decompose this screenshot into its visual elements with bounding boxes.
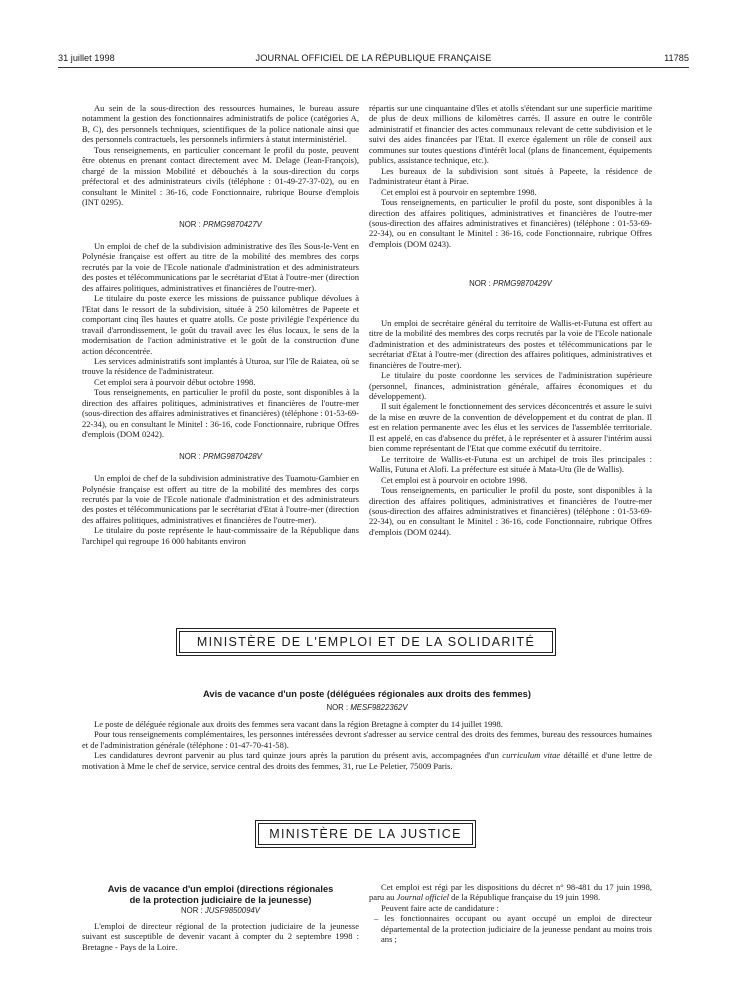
nor-code: JUSF9850094V: [204, 906, 260, 915]
paragraph: Tous renseignements, en particulier le profil du poste, sont disponibles à la direction des affaires politiques, administratives et financières de l'outre-mer (sous-direction des affaires administratives et financières) (téléphone : 01-53-69-22-34), ou en consultant le Minitel : 36-16, code Fonctionnaire, rubrique Offres d'emplois (DOM 0244).: [369, 485, 652, 537]
paragraph: Il suit également le fonctionnement des services déconcentrés et assure le suivi de la mise en œuvre de la convention de développement et du contrat de plan. Il est en relation permanente avec les élus et les services de l'assemblée territoriale. Il est appelé, en cas d'absence du préfet, à le représenter et à assurer l'intérim aussi bien comme représentant de l'Etat que comme exécutif du territoire.: [369, 401, 652, 454]
paragraph: Au sein de la sous-direction des ressources humaines, le bureau assure notamment la gestion des fonctionnaires administratifs de police (catégories A, B, C), des personnels techniques, scientifiques de la police nationale ainsi que des personnels contractuels, les personnels infirmiers à statut interministériel.: [82, 103, 359, 145]
paragraph: Un emploi de secrétaire général du territoire de Wallis-et-Futuna est offert au titre de la mobilité des membres des corps recrutés par la voie de l'Ecole nationale d'administration et des administrateurs des postes et télécommunications par le secrétariat d'Etat à l'outre-mer (direction des affaires politiques, administratives et financières de l'outre-mer).: [369, 317, 652, 370]
nor-code: PRMG9870427V: [202, 219, 262, 229]
nor-reference: NOR : JUSF9850094V: [181, 906, 260, 915]
right-column: [369, 103, 652, 537]
paragraph: Le titulaire du poste représente le haut-commissaire de la République dans l'archipel qui regroupe 16 000 habitants environ: [82, 525, 359, 546]
paragraph: Cet emploi est régi par les dispositions du décret n° 98-481 du 17 juin 1998, paru au Journal officiel de la République française du 19 juin 1998.: [369, 882, 652, 903]
paragraph: Le poste de déléguée régionale aux droits des femmes sera vacant dans la région Bretagne à compter du 14 juillet 1998.: [94, 719, 503, 729]
ministry-justice-heading: MINISTÈRE DE LA JUSTICE: [255, 820, 476, 848]
notice-body-left: [82, 921, 359, 952]
paragraph: Tous renseignements, en particulier le profil du poste, sont disponibles à la direction des affaires politiques, administratives et financières de l'outre-mer (sous-direction des affaires administratives et financières) (téléphone : 01-53-69-22-34), ou en consultant le Minitel : 36-16, code Fonctionnaire, rubrique Offres d'emplois (DOM 0242).: [82, 387, 359, 440]
header-rule: [58, 67, 689, 68]
notice-title: Avis de vacance d'un emploi (directions régionales de la protection judiciaire de la jeunesse): [107, 884, 334, 905]
paragraph: Le titulaire du poste coordonne les services de l'administration supérieure (personnel, finances, administration générale, affaires économiques et du développement).: [369, 370, 652, 401]
notice-body-right: [369, 882, 652, 945]
paragraph: Un emploi de chef de la subdivision administrative des îles Sous-le-Vent en Polynésie française est offert au titre de la mobilité des membres des corps recrutés par la voie de l'Ecole nationale d'administration et des administrateurs des postes et télécommunications par le secrétariat d'Etat à l'outre-mer (direction des affaires politiques, administratives et financières de l'outre-mer).: [82, 240, 359, 293]
page-header: [58, 53, 689, 67]
notice-title: Avis de vacance d'un poste (déléguées régionales aux droits des femmes): [203, 689, 531, 699]
ministry-emploi-heading: MINISTÈRE DE L'EMPLOI ET DE LA SOLIDARITÉ: [176, 628, 556, 656]
nor-code: PRMG9870428V: [202, 451, 262, 461]
paragraph: Tous renseignements, en particulier le profil du poste, sont disponibles à la direction des affaires politiques, administratives et financières de l'outre-mer (sous-direction des affaires administratives et financières) (téléphone : 01-53-69-22-34), ou en consultant le Minitel : 36-16, code Fonctionnaire, rubrique Offres d'emplois (DOM 0243).: [369, 197, 652, 249]
paragraph: Cet emploi est à pourvoir en septembre 1998.: [381, 186, 537, 197]
nor-code: PRMG9870429V: [492, 279, 552, 289]
paragraph: Cet emploi est à pourvoir en octobre 1998.: [381, 474, 528, 485]
paragraph: Le territoire de Wallis-et-Futuna est un archipel de trois îles principales : Wallis, Futuna et Alofi. La préfecture est située à Mata-Utu (île de Wallis).: [369, 453, 652, 475]
nor-reference: NOR : PRMG9870427V: [179, 219, 262, 229]
paragraph: L'emploi de directeur régional de la protection judiciaire de la jeunesse suivant est susceptible de devenir vacant à compter du 2 septembre 1998 : Bretagne - Pays de la Loire.: [82, 921, 359, 952]
paragraph: répartis sur une cinquantaine d'îles et atolls s'étendant sur une superficie maritime de plus de deux millions de kilomètres carrés. Il assure en outre le contrôle administratif et financier des actes communaux relevant de cette subdivision et le suivi des aides financées par l'Etat. Il exerce également un rôle de conseil aux communes sur toutes questions d'intérêt local (plans de financement, équipements publics, assistance technique, etc.).: [369, 103, 652, 166]
nor-reference: NOR : PRMG9870428V: [179, 451, 262, 461]
nor-reference: NOR : MESF9822362V: [326, 703, 408, 712]
nor-code: MESF9822362V: [350, 703, 408, 712]
header-date: 31 juillet 1998: [58, 53, 115, 63]
left-column: [82, 103, 359, 546]
list-item: – les fonctionnaires occupant ou ayant occupé un emploi de directeur départemental de la protection judiciaire de la jeunesse pendant au moins trois ans ;: [374, 913, 652, 945]
paragraph: Tous renseignements, en particulier concernant le profil du poste, peuvent être obtenus en prenant contact directement avec M. Delage (Jean-François), chargé de la mission Mobilité et débouchés à la sous-direction du corps préfectoral et des administrateurs civils (téléphone : 01-49-27-37-02), ou en consultant le Minitel : 36-16, code Fonctionnaire, rubrique Bourse d'emplois (INT 0295).: [82, 144, 359, 208]
nor-reference: NOR : PRMG9870429V: [469, 279, 552, 289]
paragraph: Le titulaire du poste exerce les missions de puissance publique dévolues à l'Etat dans le ressort de la subdivision, située à 250 kilomètres de Papeete et comportant cinq îles hautes et quatre atolls. Ce poste privilégie l'expérience du travail d'arrondissement, le goût du travail avec les élus locaux, le sens de la modernisation de l'action administrative et le goût de la construction d'une action déconcentrée.: [82, 293, 359, 356]
header-journal-title: JOURNAL OFFICIEL DE LA RÉPUBLIQUE FRANÇAISE: [255, 53, 492, 63]
header-page-number: 11785: [664, 53, 689, 63]
paragraph: Les services administratifs sont implantés à Uturoa, sur l'île de Raiatea, où se trouve la résidence de l'administrateur.: [82, 355, 359, 377]
paragraph: Les candidatures devront parvenir au plus tard quinze jours après la parution du présent avis, accompagnées d'un curriculum vitae détaillé et d'une lettre de motivation à Mme le chef de service, service central des droits des femmes, 31, rue Le Peletier, 75009 Paris.: [82, 750, 652, 771]
paragraph: Pour tous renseignements complémentaires, les personnes intéressées devront s'adresser au service central des droits des femmes, bureau des ressources humaines et de l'administration générale (téléphone : 01-47-70-41-58).: [82, 729, 652, 750]
paragraph: Les bureaux de la subdivision sont situés à Papeete, la résidence de l'administrateur étant à Pirae.: [369, 165, 652, 187]
paragraph: Peuvent faire acte de candidature :: [381, 902, 499, 913]
paragraph: Un emploi de chef de la subdivision administrative des Tuamotu-Gambier en Polynésie française est offert au titre de la mobilité des membres des corps recrutés par la voie de l'Ecole nationale d'administration et des administrateurs des postes et télécommunications par le secrétariat d'Etat à l'outre-mer (direction des affaires politiques, administratives et financières de l'outre-mer).: [82, 473, 359, 525]
notice-body: [82, 719, 652, 771]
paragraph: Cet emploi sera à pourvoir début octobre 1998.: [94, 376, 256, 387]
